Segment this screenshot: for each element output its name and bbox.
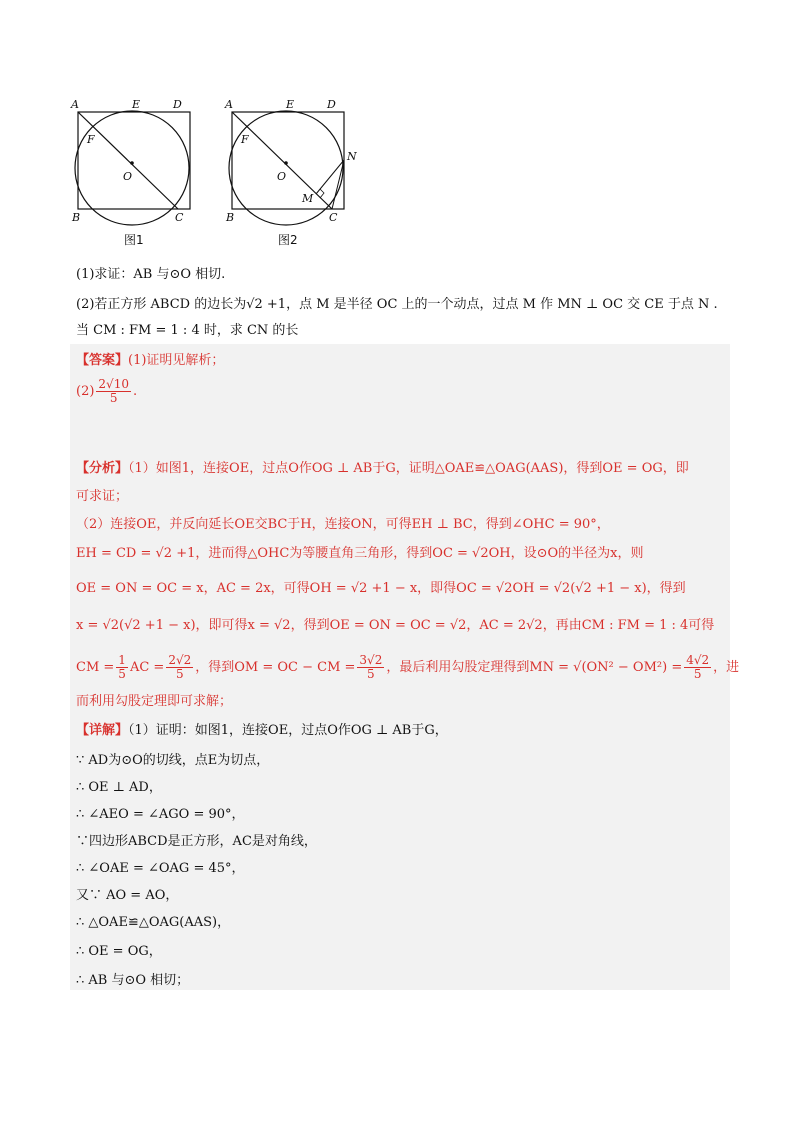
detail-tag: 【详解】: [76, 723, 129, 738]
analysis-line-2: 可求证；: [76, 489, 129, 504]
analysis-line-6: x = √2(√2 +1 − x)，即可得x = √2，得到OE = ON = OC = √2，AC = 2√2，再由CM : FM = 1 : 4可得: [76, 618, 715, 633]
answer-line-1: [76, 352, 224, 370]
fraction-3-numerator: 3√2: [359, 653, 383, 667]
fraction-4-numerator: 4√2: [686, 653, 710, 667]
analysis-tag: 【分析】: [76, 461, 129, 476]
svg-text:B: B: [72, 211, 81, 224]
analysis-text-1: （1）如图1，连接OE，过点O作OG ⊥ AB于G，证明△OAE≌△OAG(AAS)，得到OE = OG，即: [128, 461, 689, 476]
detail-line-5: ∵四边形ABCD是正方形，AC是对角线，: [76, 834, 317, 849]
fraction-2-denominator: 5: [175, 667, 184, 681]
answer-numerator: 2√10: [98, 377, 129, 391]
svg-text:图1: 图1: [124, 233, 144, 247]
detail-line-6: ∴ ∠OAE = ∠OAG = 45°，: [76, 861, 245, 876]
answer-tag: 【答案】: [76, 353, 129, 368]
analysis-cm: CM =: [76, 660, 115, 675]
figures: [66, 92, 386, 252]
question-part-2: (2)若正方形 ABCD 的边长为√2 +1，点 M 是半径 OC 上的一个动点，过点 M 作 MN ⊥ OC 交 CE 于点 N .: [76, 297, 718, 312]
answer-part-1: (1)证明见解析；: [128, 353, 225, 368]
fraction-1-denominator: 5: [118, 667, 126, 681]
analysis-line-3: （2）连接OE，并反向延长OE交BC于H，连接ON，可得EH ⊥ BC，得到∠OHC = 90°，: [76, 517, 610, 532]
detail-line-8: ∴ △OAE≌△OAG(AAS)，: [76, 915, 231, 930]
analysis-line-5: OE = ON = OC = x，AC = 2x，可得OH = √2 +1 − x，即得OC = √2OH = √2(√2 +1 − x)，得到: [76, 581, 686, 596]
svg-text:A: A: [225, 98, 233, 111]
analysis-line-8: 而利用勾股定理即可求解；: [76, 694, 233, 709]
fraction-2-numerator: 2√2: [168, 653, 192, 667]
figure-2-diagram: [220, 92, 370, 252]
detail-line-2: ∵ AD为⊙O的切线，点E为切点，: [76, 753, 270, 768]
analysis-line-7: [76, 652, 739, 684]
svg-text:O: O: [123, 170, 133, 183]
detail-line-1: [76, 722, 448, 740]
detail-text-1: （1）证明：如图1，连接OE，过点O作OG ⊥ AB于G，: [128, 723, 448, 738]
figure-1-diagram: [66, 92, 216, 252]
fraction-3: [357, 654, 384, 681]
figure-2: [220, 92, 370, 252]
detail-line-10: ∴ AB 与⊙O 相切；: [76, 973, 190, 988]
answer-fraction: [96, 378, 131, 405]
detail-line-9: ∴ OE = OG，: [76, 944, 162, 959]
fraction-1-numerator: 1: [118, 653, 126, 667]
svg-text:C: C: [175, 211, 184, 224]
svg-text:图2: 图2: [278, 233, 298, 247]
svg-text:O: O: [277, 170, 287, 183]
svg-text:M: M: [302, 192, 314, 205]
analysis-line-1: [76, 460, 689, 478]
fraction-4-denominator: 5: [693, 667, 702, 681]
svg-text:C: C: [329, 211, 338, 224]
svg-text:A: A: [71, 98, 79, 111]
detail-line-7: 又∵ AO = AO，: [76, 888, 179, 903]
detail-line-3: ∴ OE ⊥ AD，: [76, 780, 162, 795]
svg-text:B: B: [226, 211, 235, 224]
svg-text:D: D: [173, 98, 182, 111]
detail-line-4: ∴ ∠AEO = ∠AGO = 90°，: [76, 807, 245, 822]
analysis-om: ，得到OM = OC − CM =: [195, 660, 356, 675]
answer-part-2-suffix: .: [132, 384, 138, 399]
question-part-2-condition: 当 CM : FM = 1 : 4 时，求 CN 的长: [76, 323, 299, 338]
analysis-line-4: EH = CD = √2 +1，进而得△OHC为等腰直角三角形，得到OC = √2OH，设⊙O的半径为x，则: [76, 546, 644, 561]
svg-text:E: E: [132, 98, 141, 111]
answer-line-2: [76, 378, 137, 405]
fraction-4: [684, 654, 711, 681]
question-part-1: (1)求证：AB 与⊙O 相切.: [76, 267, 226, 282]
fraction-one-fifth: [116, 654, 128, 681]
answer-denominator: 5: [109, 391, 118, 405]
svg-text:F: F: [241, 133, 249, 146]
svg-text:F: F: [87, 133, 95, 146]
svg-text:E: E: [286, 98, 295, 111]
analysis-ac: AC =: [129, 660, 165, 675]
analysis-continue: ，进: [713, 660, 740, 675]
answer-part-2-prefix: (2): [76, 384, 95, 399]
fraction-2: [166, 654, 193, 681]
figure-1: [66, 92, 216, 252]
fraction-3-denominator: 5: [367, 667, 375, 681]
svg-text:N: N: [347, 150, 357, 163]
svg-text:D: D: [327, 98, 336, 111]
analysis-mn: ，最后利用勾股定理得到MN = √(ON² − OM²) =: [386, 660, 683, 675]
